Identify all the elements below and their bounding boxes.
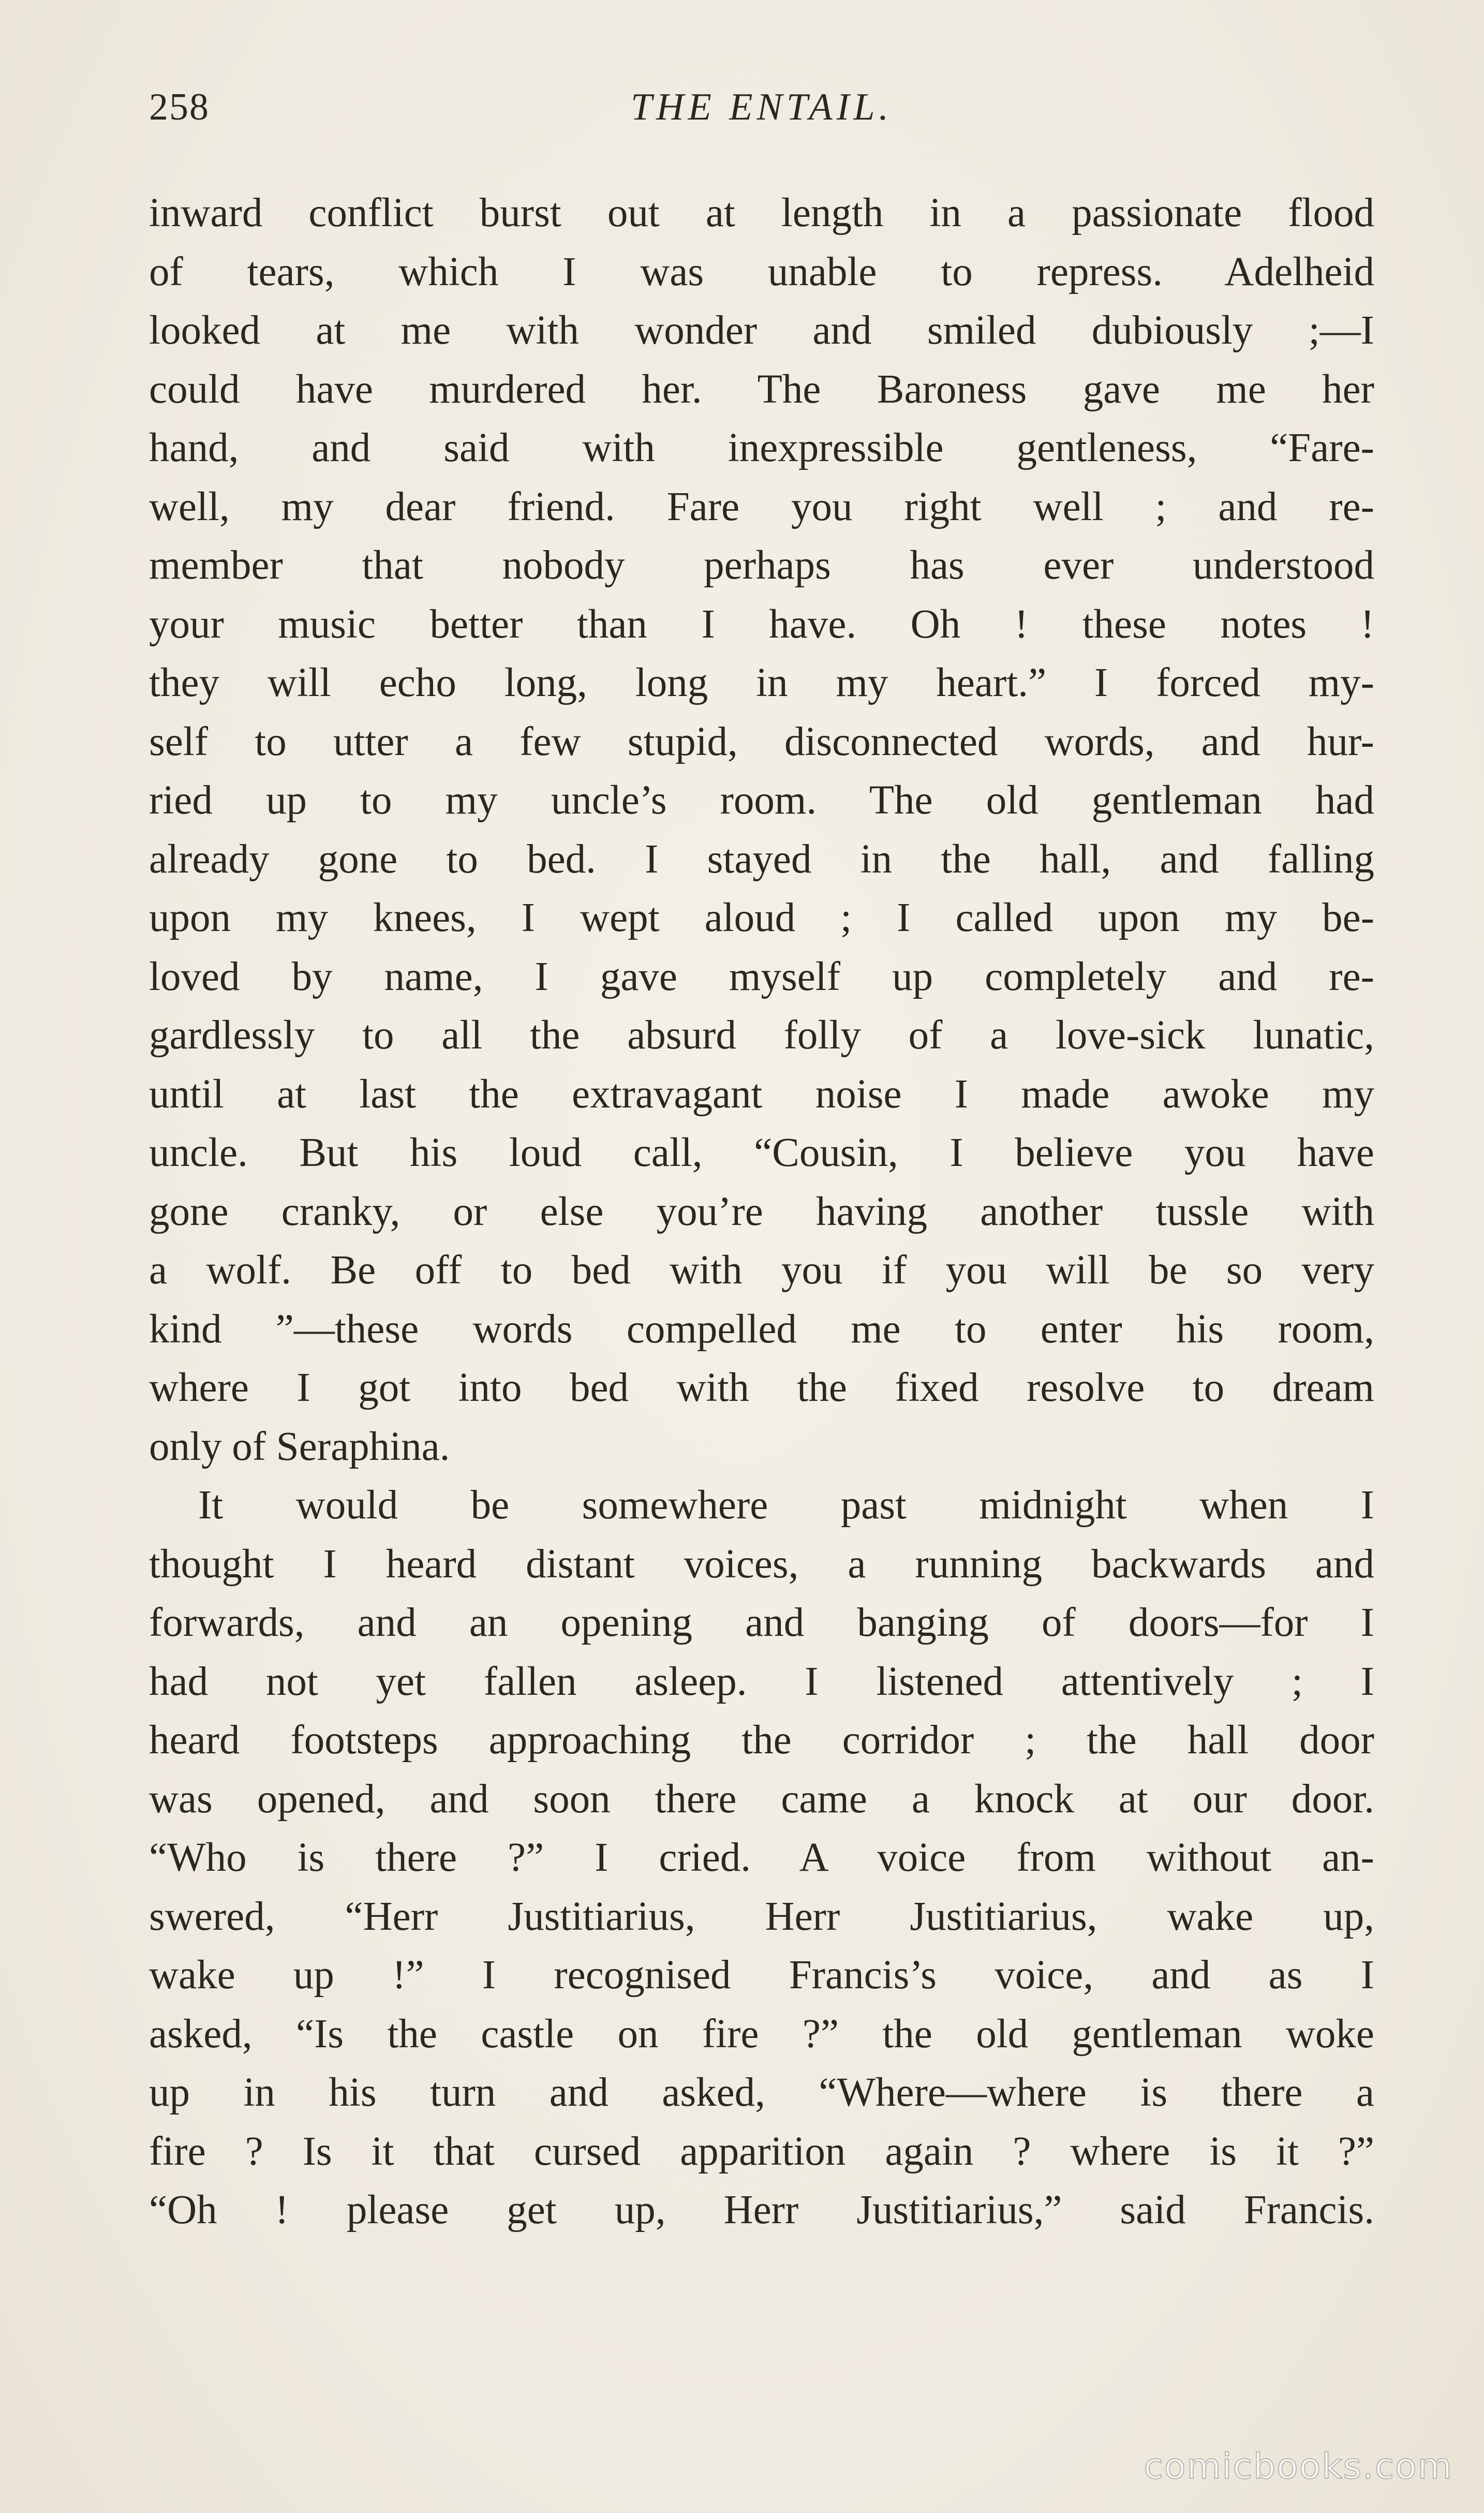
text-line: looked at me with wonder and smiled dubiously ;—I: [149, 308, 1374, 353]
text-line: heard footsteps approaching the corridor ; the hall door: [149, 1718, 1374, 1763]
text-line: could have murdered her. The Baroness gave me her: [149, 366, 1374, 412]
text-line: “Oh ! please get up, Herr Justitiarius,” said Francis.: [149, 2187, 1374, 2233]
text-line: hand, and said with inexpressible gentleness, “Fare-: [149, 425, 1374, 470]
text-line: they will echo long, long in my heart.” I forced my-: [149, 660, 1374, 705]
text-line: had not yet fallen asleep. I listened attentively ; I: [149, 1659, 1374, 1704]
text-line: where I got into bed with the fixed resolve to dream: [149, 1365, 1374, 1410]
text-line: kind ”—these words compelled me to enter his room,: [149, 1306, 1374, 1352]
body-text: [149, 184, 1374, 2240]
running-title: THE ENTAIL.: [630, 86, 893, 128]
text-line: already gone to bed. I stayed in the hall, and falling: [149, 836, 1374, 882]
text-line: asked, “Is the castle on fire ?” the old gentleman woke: [149, 2011, 1374, 2057]
text-line: ried up to my uncle’s room. The old gentleman had: [149, 778, 1374, 823]
watermark-logo: comicbooks.com: [1144, 2446, 1453, 2487]
text-line: only of Seraphina.: [149, 1424, 450, 1469]
text-line: your music better than I have. Oh ! these notes !: [149, 601, 1374, 647]
text-line: fire ? Is it that cursed apparition again ? where is it ?”: [149, 2128, 1374, 2174]
text-line: well, my dear friend. Fare you right well ; and re-: [149, 484, 1374, 529]
text-line: thought I heard distant voices, a running backwards and: [149, 1541, 1374, 1587]
text-line: loved by name, I gave myself up completely and re-: [149, 954, 1374, 999]
text-line: inward conflict burst out at length in a passionate flood: [149, 190, 1374, 235]
text-line: up in his turn and asked, “Where—where is there a: [149, 2070, 1374, 2115]
text-line: a wolf. Be off to bed with you if you will be so very: [149, 1248, 1374, 1293]
text-line: It would be somewhere past midnight when I: [198, 1483, 1374, 1528]
text-line: gardlessly to all the absurd folly of a love-sick lunatic,: [149, 1013, 1374, 1058]
running-head: [149, 85, 1374, 142]
text-line: gone cranky, or else you’re having another tussle with: [149, 1189, 1374, 1234]
text-line: until at last the extravagant noise I made awoke my: [149, 1071, 1374, 1117]
text-line: self to utter a few stupid, disconnected words, and hur-: [149, 719, 1374, 764]
page-number: 258: [149, 86, 210, 128]
text-line: of tears, which I was unable to repress. Adelheid: [149, 249, 1374, 294]
text-line: forwards, and an opening and banging of doors—for I: [149, 1600, 1374, 1645]
text-line: uncle. But his loud call, “Cousin, I believe you have: [149, 1130, 1374, 1175]
text-line: upon my knees, I wept aloud ; I called upon my be-: [149, 895, 1374, 940]
text-line: wake up !” I recognised Francis’s voice, and as I: [149, 1953, 1374, 1998]
text-line: swered, “Herr Justitiarius, Herr Justitiarius, wake up,: [149, 1894, 1374, 1939]
text-line: member that nobody perhaps has ever understood: [149, 543, 1374, 588]
text-line: “Who is there ?” I cried. A voice from without an-: [149, 1835, 1374, 1880]
text-line: was opened, and soon there came a knock at our door.: [149, 1776, 1374, 1822]
